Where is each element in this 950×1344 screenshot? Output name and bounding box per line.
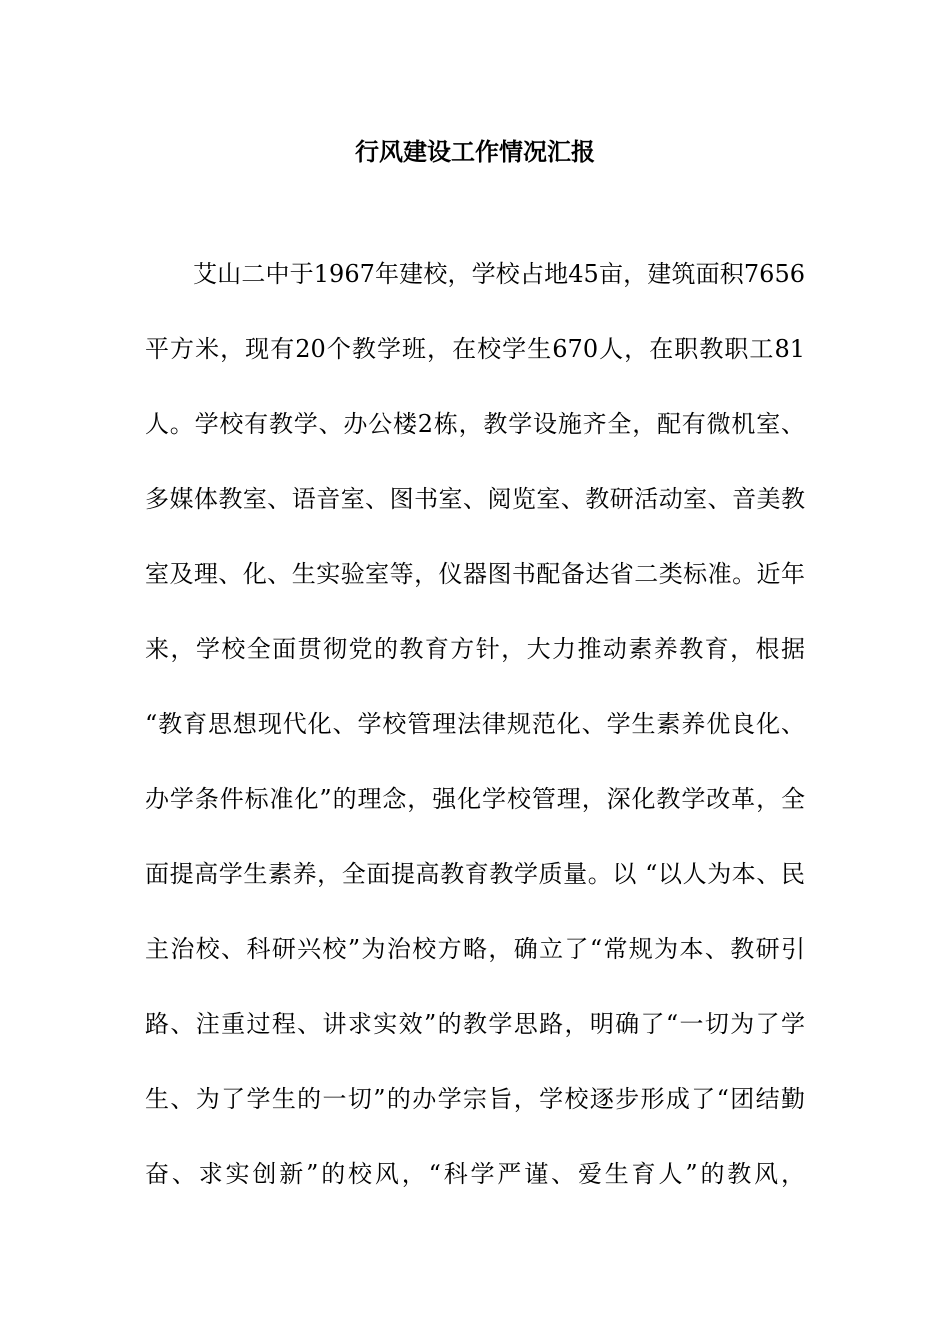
body-line-7: “教育思想现代化、学校管理法律规范化、学生素养优良化、 — [145, 710, 805, 738]
body-line-13: 奋、求实创新”的校风，“科学严谨、爱生育人”的教风， — [145, 1160, 805, 1188]
document-title: 行风建设工作情况汇报 — [355, 137, 595, 166]
body-line-12: 生、为了学生的一切”的办学宗旨，学校逐步形成了“团结勤 — [145, 1085, 805, 1113]
body-line-8: 办学条件标准化”的理念，强化学校管理，深化教学改革，全 — [145, 785, 805, 813]
body-line-6: 来，学校全面贯彻党的教育方针，大力推动素养教育，根据 — [145, 635, 805, 663]
body-line-1: 艾山二中于1967年建校，学校占地45亩，建筑面积7656 — [193, 260, 805, 288]
body-line-10: 主治校、科研兴校”为治校方略，确立了“常规为本、教研引 — [145, 935, 805, 963]
body-line-9: 面提高学生素养，全面提高教育教学质量。以 “以人为本、民 — [145, 860, 805, 888]
body-line-2: 平方米，现有20个教学班，在校学生670人，在职教职工81 — [145, 335, 805, 363]
body-line-11: 路、注重过程、讲求实效”的教学思路，明确了“一切为了学 — [145, 1010, 805, 1038]
body-line-4: 多媒体教室、语音室、图书室、阅览室、教研活动室、音美教 — [145, 485, 805, 513]
body-line-3: 人。学校有教学、办公楼2栋，教学设施齐全，配有微机室、 — [145, 410, 805, 438]
body-line-5: 室及理、化、生实验室等，仪器图书配备达省二类标准。近年 — [145, 560, 805, 588]
